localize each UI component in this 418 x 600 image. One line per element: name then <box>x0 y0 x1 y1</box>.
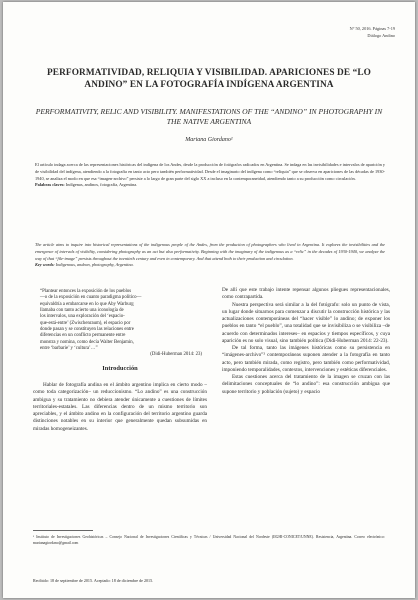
journal-header <box>350 25 395 39</box>
left-column-body <box>33 382 207 433</box>
keywords-label-es: Palabras claves: <box>35 182 65 188</box>
author-name: Mariana Giordano¹ <box>185 137 233 143</box>
keywords-es: Indígenas, andinos, fotografía, Argentina. <box>65 182 138 188</box>
keywords-en: Indigenous, andean, photography, Argentina. <box>55 262 134 268</box>
quote-line: entre ‘barbarie’ y ‘cultura’…” <box>40 346 98 352</box>
abstract-english <box>35 242 385 269</box>
quote-line: donde pasan y se constituyen las relaciones entre <box>40 327 134 333</box>
quote-line: diferencias en un conflicto permanente entre <box>40 333 126 339</box>
abstract-spanish <box>35 162 385 189</box>
quote-source: (Didi-Huberman 2014: 23) <box>150 352 202 358</box>
quote-line: monstra y nomina, como decía Walter Benjamin, <box>40 339 134 345</box>
article-page <box>3 2 415 598</box>
abstract-spanish-text: El artículo indaga acerca de las representaciones históricas del indígena de los Andes, desde la producción de fotógrafos radicados en Argentina. Se indaga en las invisibilidades e intervalos de aparición y de visibilidad del indígena, atendiendo a la fotografía en tanto acto pero también performatividad. Desde el imaginario del indígena como “reliquia” que se observa en apariciones de las décadas de 1930-1940, se analiza el modo en que esa “imagen-archivo” persiste a lo largo de gran parte del siglo XX a incluso en la contemporaneidad, atendiendo tanto a su producción como circulación. <box>35 162 385 181</box>
body-paragraph: Hablar de fotografía andina en el ámbito argentino implica en cierto modo –como toda categorización– un reduccionismo. “Lo andino” es una construcción ambigua y su tratamiento no debiera atender únicamente a cuestiones de límites territoriales-estatales. Las diferencias dentro de un mismo territorio son apreciables, y el ámbito andino en la configuración del territorio argentino guarda distinciones notables en su interior que generalmente quedan subsumidas en miradas homogeneizantes. <box>33 382 207 432</box>
quote-line: llamaba con tanto acierto una iconología de <box>40 308 124 314</box>
issue-info: N° 50, 2016. Páginas 7-19 <box>349 26 395 31</box>
quote-line: los intervalos, una exploración del ‘espacio- <box>40 314 125 320</box>
journal-name: Diálogo Andino <box>367 33 395 38</box>
section-heading-introduccion: Introducción <box>102 365 138 372</box>
body-paragraph: Nuestra perspectiva será similar a la del fotógrafo: solo un punto de vista, un lugar donde situarnos para comenzar a discutir la construcción histórica y las actualizaciones contemporáneas del “hacer visible” lo andino; de exponer los pueblos en tanto “el pueblo”, una totalidad que se invisibiliza o se visibiliza –de acuerdo con determinados intereses– en espacios y tiempos específicos, y cuya aparición es no solo visual, sino también política (Didi-Huberman 2014: 22-23). <box>222 301 390 344</box>
quote-line: equivaldría a embarcarse en lo que Aby Warburg <box>40 301 134 307</box>
article-title-english: PERFORMATIVITY, RELIC AND VISIBILITY. MANIFESTATIONS OF THE “ANDINO” IN PHOTOGRAPHY IN THE NATIVE ARGENTINA <box>35 107 383 126</box>
quote-line: “Plantear entonces la exposición de los pueblos <box>40 289 132 294</box>
received-accepted-dates: Recibido: 18 de septiembre de 2015. Aceptado: 18 de diciembre de 2015. <box>33 578 154 583</box>
body-paragraph: De tal forma, tanto las imágenes históricas como su persistencia en “imágenes-archivo”² contemporáneas suponen atender a la fotografía en tanto acto, pero también mirada, como registro, pero también como performatividad, imponiendo temporalidades, contextos, intervenciones y estéticas diferenciales. <box>222 345 390 373</box>
footnote-divider <box>33 530 93 531</box>
epigraph-quote <box>40 289 202 359</box>
quote-line: —o de la exposición en cuanto paradigma político— <box>40 295 142 301</box>
article-title: PERFORMATIVIDAD, RELIQUIA Y VISIBILIDAD. APARICIONES DE “LO ANDINO” EN LA FOTOGRAFÍA INDÍGENA ARGENTINA <box>47 68 371 90</box>
keywords-label-en: Key words: <box>35 262 55 268</box>
footnote: ¹ Instituto de Investigaciones Geohistóricas – Consejo Nacional de Investigaciones Científicas y Técnicas / Universidad Nacional del Nordeste (IIGHI-CONICET/UNNE). Resistencia, Argentina. Correo electrónico: marianagiordano@gmail.com <box>33 535 385 545</box>
quote-line: que-está-entre’ (Zwischenraum), el espacio por <box>40 320 131 326</box>
right-column-body <box>222 287 390 396</box>
body-paragraph: De allí que este trabajo intente repensar algunos pliegues representacionales, como contrapartida. <box>222 287 390 301</box>
abstract-english-text: The article aims to inquire into historical representations of the indigenous people of the Andes, from the production of photographers who lived in Argentina. It explores the invisibilities and the emergence of intervals of visibility, considering photography as an act but also performativity. Beginning with the imaginary of the indigenous as a “relic” in the decades of 1930-1940, we analyze the way of that “file-image” persists throughout the twentieth century and even in contemporary. And that attend both to their production and circulation. <box>35 242 385 261</box>
body-paragraph: Estas cuestiones acerca del tratamiento de la imagen se cruzan con las delimitaciones conceptuales de “lo andino”: esa construcción ambigua que supone territorio y población (sujeto) y espacio <box>222 374 390 395</box>
